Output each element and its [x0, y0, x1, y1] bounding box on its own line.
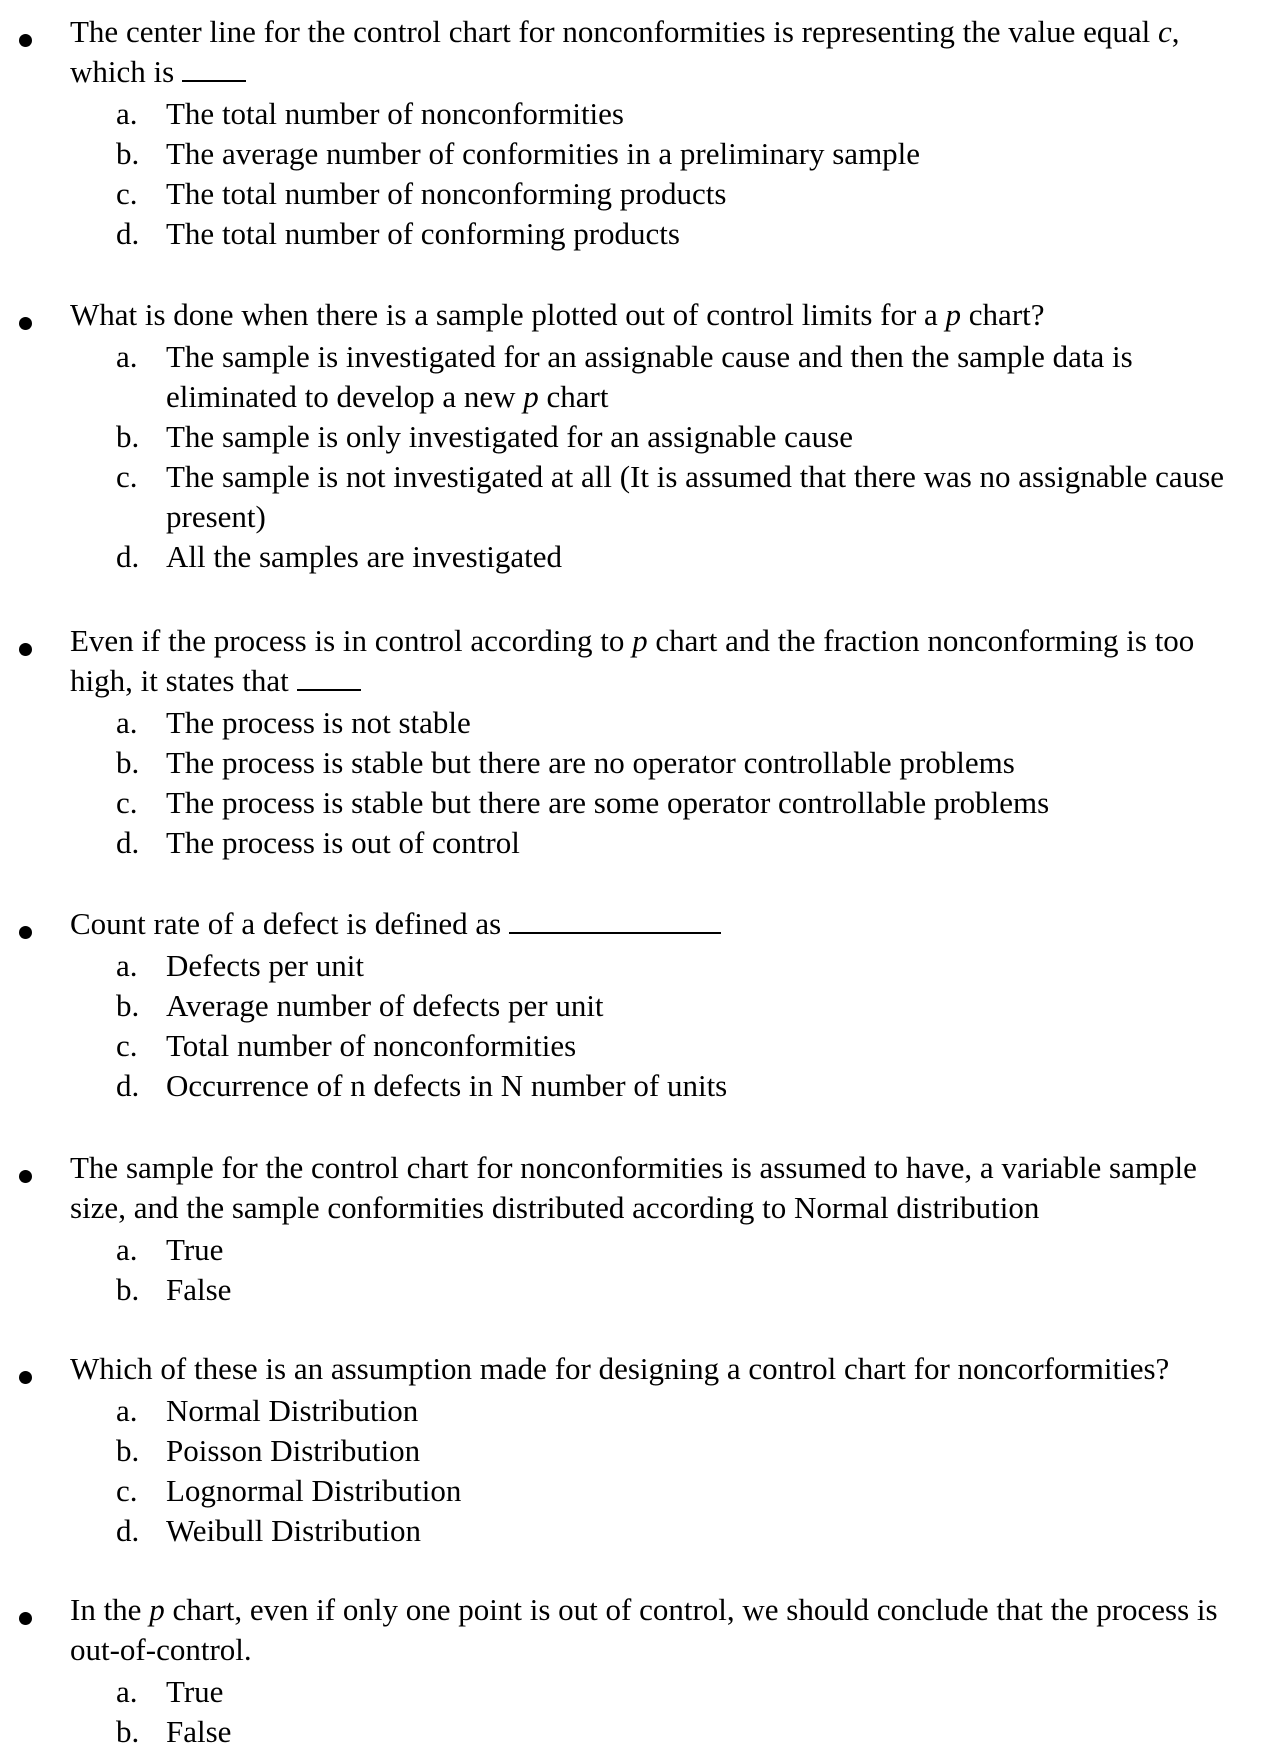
options-list — [0, 703, 1284, 863]
answer-blank — [182, 79, 246, 82]
option-d[interactable]: d. All the samples are investigated — [116, 539, 562, 574]
question-stem: The sample for the control chart for nonconformities is assumed to have, a variable sample size, and the sample conformities distributed according to Normal distribution — [70, 1150, 1197, 1225]
option-b[interactable]: b. Average number of defects per unit — [116, 988, 604, 1023]
option-b[interactable]: b. False — [116, 1272, 232, 1307]
option-b[interactable]: b. The process is stable but there are no operator controllable problems — [116, 745, 1015, 780]
option-a[interactable]: a. Normal Distribution — [116, 1393, 419, 1428]
bullet-icon — [19, 926, 32, 939]
option-d[interactable]: d. The total number of conforming products — [116, 216, 680, 251]
options-list — [0, 94, 1284, 254]
option-a[interactable]: a. The sample is investigated for an assignable cause and then the sample data is eliminated to develop a new p chart — [116, 339, 1133, 414]
option-c[interactable]: c. Lognormal Distribution — [116, 1473, 462, 1508]
bullet-icon — [19, 34, 32, 47]
option-b[interactable]: b. The average number of conformities in a preliminary sample — [116, 136, 921, 171]
question-stem: The center line for the control chart for nonconformities is representing the value equal c, which is — [70, 14, 1180, 89]
option-a[interactable]: a. The process is not stable — [116, 705, 471, 740]
options-list — [0, 1391, 1284, 1551]
question-stem: Even if the process is in control according to p chart and the fraction nonconforming is too high, it states that — [70, 623, 1195, 698]
bullet-icon — [19, 1371, 32, 1384]
option-c[interactable]: c. The sample is not investigated at all (It is assumed that there was no assignable cause present) — [116, 459, 1225, 534]
option-c[interactable]: c. The process is stable but there are some operator controllable problems — [116, 785, 1050, 820]
bullet-icon — [19, 1612, 32, 1625]
option-c[interactable]: c. The total number of nonconforming products — [116, 176, 727, 211]
option-a[interactable]: a. True — [116, 1232, 224, 1267]
options-list — [0, 1230, 1284, 1310]
option-a[interactable]: a. Defects per unit — [116, 948, 364, 983]
option-d[interactable]: d. Weibull Distribution — [116, 1513, 421, 1548]
bullet-icon — [19, 643, 32, 656]
bullet-icon — [19, 317, 32, 330]
options-list — [0, 337, 1284, 577]
option-c[interactable]: c. Total number of nonconformities — [116, 1028, 577, 1063]
answer-blank — [509, 931, 721, 934]
options-list — [0, 946, 1284, 1106]
question-stem: What is done when there is a sample plotted out of control limits for a p chart? — [70, 297, 1045, 332]
question-stem: Count rate of a defect is defined as — [70, 904, 1260, 944]
answer-blank — [297, 688, 361, 691]
options-list — [0, 1672, 1284, 1752]
option-b[interactable]: b. False — [116, 1714, 232, 1749]
question-stem: In the p chart, even if only one point is out of control, we should conclude that the process is out-of-control. — [70, 1592, 1218, 1667]
option-b[interactable]: b. The sample is only investigated for an assignable cause — [116, 419, 853, 454]
option-d[interactable]: d. Occurrence of n defects in N number of units — [116, 1068, 728, 1103]
question-stem: Which of these is an assumption made for designing a control chart for noncorformities? — [70, 1351, 1170, 1386]
option-a[interactable]: a. The total number of nonconformities — [116, 96, 624, 131]
option-b[interactable]: b. Poisson Distribution — [116, 1433, 421, 1468]
option-a[interactable]: a. True — [116, 1674, 224, 1709]
bullet-icon — [19, 1170, 32, 1183]
option-d[interactable]: d. The process is out of control — [116, 825, 520, 860]
